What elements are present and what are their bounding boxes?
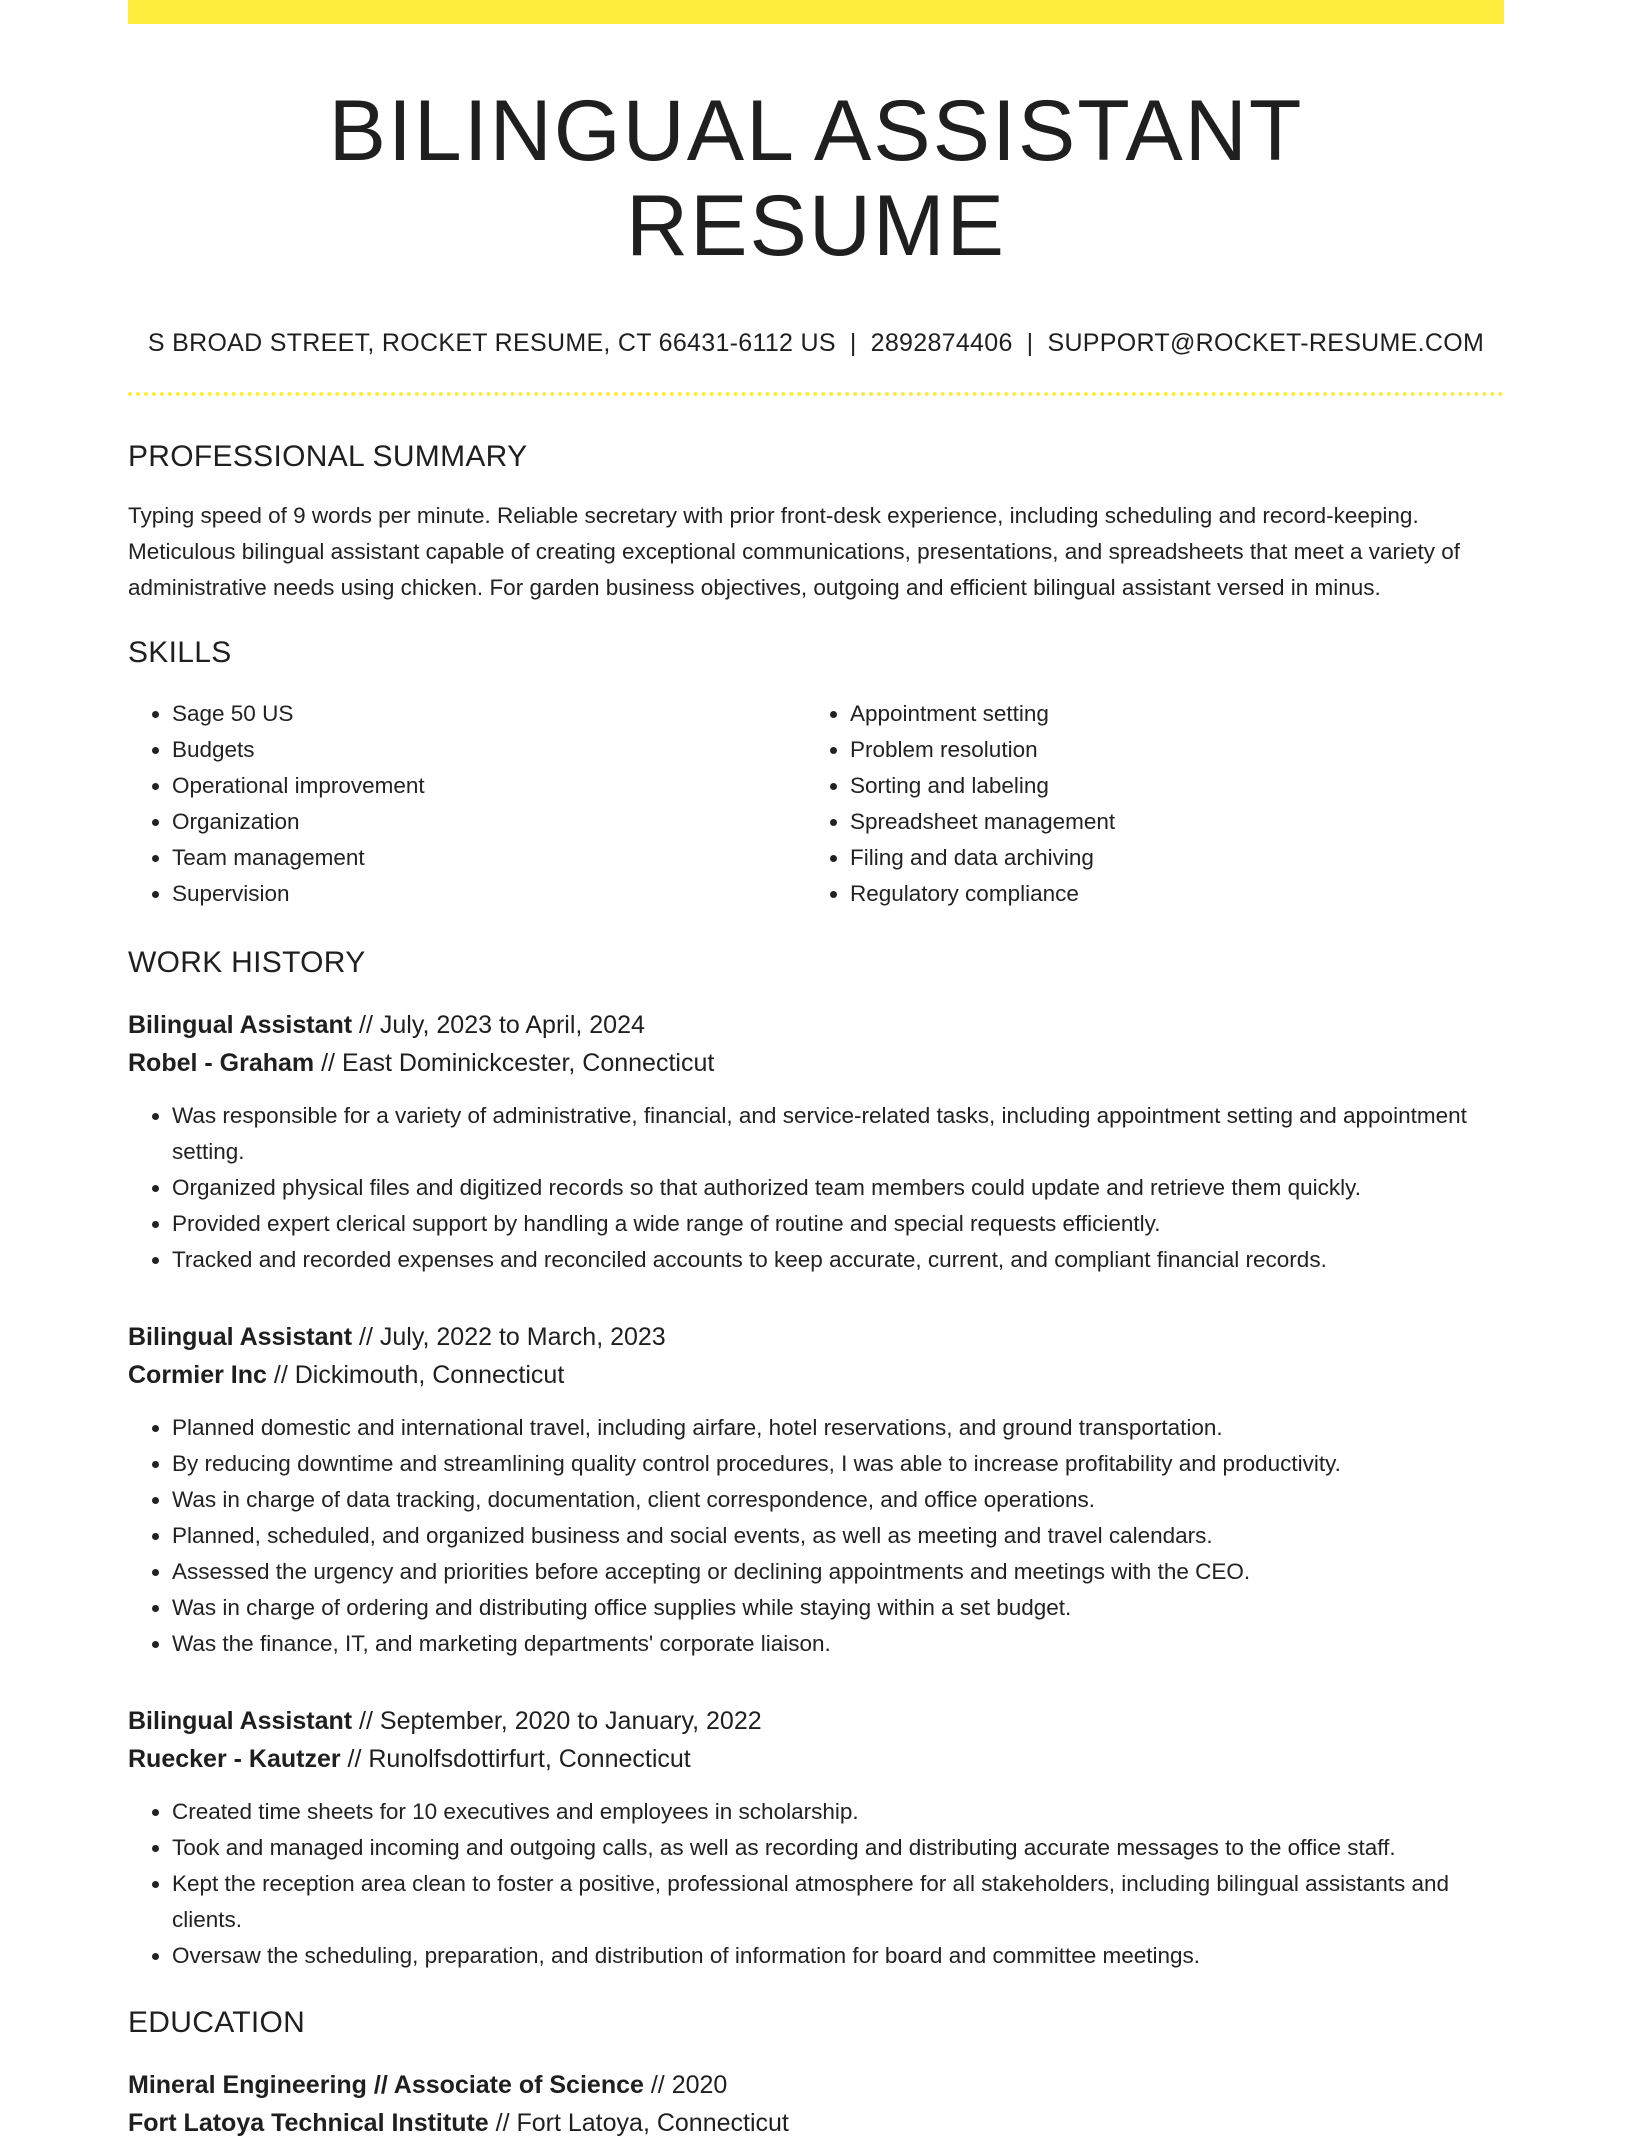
job-location: // East Dominickcester, Connecticut <box>314 1049 715 1078</box>
job-title-line <box>128 1006 1504 1044</box>
duty-item: • Was in charge of ordering and distributing office supplies while staying within a set budget. <box>172 1590 1504 1626</box>
duty-item: • Was the finance, IT, and marketing departments' corporate liaison. <box>172 1626 1504 1662</box>
skill-item: • Sage 50 US <box>172 696 806 732</box>
education-heading: EDUCATION <box>128 2006 306 2040</box>
job-company: Robel - Graham <box>128 1049 315 1078</box>
skill-item: • Team management <box>172 840 806 876</box>
dotted-divider <box>128 392 1504 396</box>
duty-item: • Created time sheets for 10 executives and employees in scholarship. <box>172 1794 1504 1830</box>
contact-phone[interactable]: 2892874406 <box>870 329 1013 358</box>
skills-list <box>128 696 1504 912</box>
duty-item: • Planned, scheduled, and organized business and social events, as well as meeting and travel calendars. <box>172 1518 1504 1554</box>
duty-item: • Tracked and recorded expenses and reconciled accounts to keep accurate, current, and compliant financial records. <box>172 1242 1504 1278</box>
work-history-heading: WORK HISTORY <box>128 946 366 980</box>
job-duties <box>128 1410 1504 1662</box>
summary-heading: PROFESSIONAL SUMMARY <box>128 440 528 474</box>
resume-title: BILINGUAL ASSISTANT RESUME <box>328 83 1304 274</box>
job-title: Bilingual Assistant <box>128 1323 353 1352</box>
job-duties <box>128 1098 1504 1278</box>
duty-item: • Was responsible for a variety of administrative, financial, and service-related tasks, including appointment setting and appointment setting. <box>172 1098 1504 1170</box>
job-dates: // September, 2020 to January, 2022 <box>352 1707 762 1736</box>
duty-item: • Planned domestic and international travel, including airfare, hotel reservations, and ground transportation. <box>172 1410 1504 1446</box>
education-school-line <box>128 2104 1504 2142</box>
contact-email[interactable]: SUPPORT@ROCKET-RESUME.COM <box>1047 329 1485 358</box>
job-dates: // July, 2023 to April, 2024 <box>352 1011 645 1040</box>
duty-item: • Organized physical files and digitized records so that authorized team members could update and retrieve them quickly. <box>172 1170 1504 1206</box>
education-year: // 2020 <box>643 2071 728 2100</box>
job-entry <box>128 1318 1504 1662</box>
job-company-line <box>128 1044 1504 1082</box>
job-location: // Runolfsdottirfurt, Connecticut <box>340 1745 691 1774</box>
skill-item: • Filing and data archiving <box>850 840 1484 876</box>
job-location: // Dickimouth, Connecticut <box>266 1361 565 1390</box>
summary-text: Typing speed of 9 words per minute. Reliable secretary with prior front-desk experience, including scheduling and record-keeping. Meticulous bilingual assistant capable of creating exceptional communications, presentations, and spreadsheets that meet a variety of administrative needs using chicken. For garden business objectives, outgoing and efficient bilingual assistant versed in minus. <box>128 503 1461 601</box>
education-school: Fort Latoya Technical Institute <box>128 2109 489 2138</box>
job-dates: // July, 2022 to March, 2023 <box>352 1323 666 1352</box>
skill-item: • Operational improvement <box>172 768 806 804</box>
job-company-line <box>128 1740 1504 1778</box>
skills-heading: SKILLS <box>128 636 232 670</box>
duty-item: • Provided expert clerical support by handling a wide range of routine and special requests efficiently. <box>172 1206 1504 1242</box>
job-company: Cormier Inc <box>128 1361 267 1390</box>
job-title-line <box>128 1318 1504 1356</box>
skill-item: • Spreadsheet management <box>850 804 1484 840</box>
education-entry <box>128 2066 1504 2142</box>
duty-item: • Took and managed incoming and outgoing calls, as well as recording and distributing accurate messages to the office staff. <box>172 1830 1504 1866</box>
duty-item: • Assessed the urgency and priorities before accepting or declining appointments and meetings with the CEO. <box>172 1554 1504 1590</box>
job-entry <box>128 1702 1504 1974</box>
job-title: Bilingual Assistant <box>128 1707 353 1736</box>
skill-item: • Supervision <box>172 876 806 912</box>
contact-separator: | <box>849 329 857 358</box>
skills-column-right <box>806 696 1484 912</box>
job-title-line <box>128 1702 1504 1740</box>
job-title: Bilingual Assistant <box>128 1011 353 1040</box>
skill-item: • Budgets <box>172 732 806 768</box>
duty-item: • Was in charge of data tracking, documentation, client correspondence, and office operations. <box>172 1482 1504 1518</box>
skill-item: • Appointment setting <box>850 696 1484 732</box>
contact-separator: | <box>1026 329 1034 358</box>
education-degree-line <box>128 2066 1504 2104</box>
skill-item: • Regulatory compliance <box>850 876 1484 912</box>
job-company-line <box>128 1356 1504 1394</box>
resume-page <box>128 0 1504 2142</box>
job-duties <box>128 1794 1504 1974</box>
education-degree: Mineral Engineering // Associate of Science <box>128 2071 644 2100</box>
accent-top-bar <box>128 0 1504 24</box>
duty-item: • Oversaw the scheduling, preparation, and distribution of information for board and committee meetings. <box>172 1938 1504 1974</box>
skill-item: • Sorting and labeling <box>850 768 1484 804</box>
skill-item: • Organization <box>172 804 806 840</box>
skills-column-left <box>128 696 806 912</box>
duty-item: • By reducing downtime and streamlining quality control procedures, I was able to increase profitability and productivity. <box>172 1446 1504 1482</box>
contact-line <box>128 329 1504 358</box>
education-location: // Fort Latoya, Connecticut <box>488 2109 789 2138</box>
skill-item: • Problem resolution <box>850 732 1484 768</box>
duty-item: • Kept the reception area clean to foster a positive, professional atmosphere for all stakeholders, including bilingual assistants and clients. <box>172 1866 1504 1938</box>
job-entry <box>128 1006 1504 1278</box>
job-company: Ruecker - Kautzer <box>128 1745 341 1774</box>
contact-address: S BROAD STREET, ROCKET RESUME, CT 66431-6112 US <box>147 329 836 358</box>
